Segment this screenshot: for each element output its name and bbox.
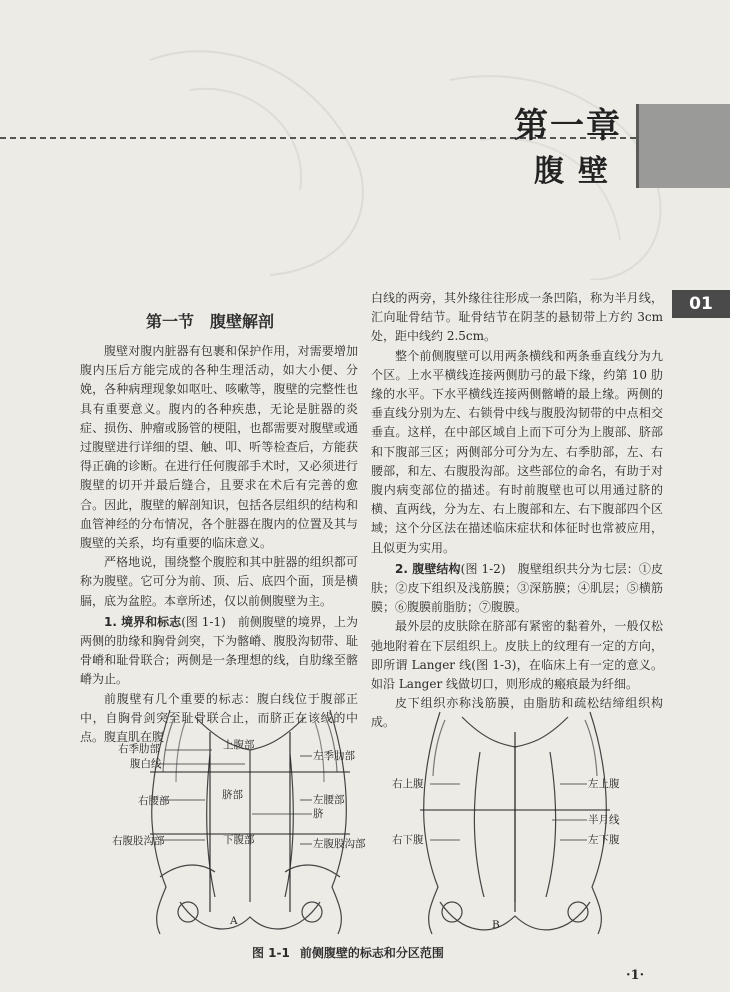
heading-structure: 2. 腹壁结构 — [395, 561, 461, 576]
paragraph: 最外层的皮肤除在脐部有紧密的黏着外，一般仅松弛地附着在下层组织上。皮肤上的纹理有一定的方向，即所谓 Langer 线(图 1-3)，在临床上有一定的意义。如沿 Langer 线做切口，则形成的瘢痕最为纤细。 — [371, 619, 663, 692]
heading-boundaries: 1. 境界和标志 — [104, 614, 182, 629]
chapter-title: 腹壁 — [534, 154, 622, 189]
paragraph — [80, 613, 358, 690]
label-umbilicus: 脐 — [313, 808, 324, 820]
label-right-lumbar: 右腰部 — [138, 795, 170, 807]
label-linea-alba: 腹白线 — [130, 758, 162, 770]
label-left-hypochondrium: 左季肋部 — [313, 750, 355, 762]
chapter-side-block — [636, 104, 730, 188]
figure-b-label: B — [492, 919, 500, 931]
paragraph-body: (图 1-2) 腹壁组织共分为七层：①皮肤；②皮下组织及浅筋膜；③深筋膜；④肌层；⑤横筋膜；⑥腹膜前脂肪；⑦腹膜。 — [371, 561, 663, 615]
chapter-number: 第一章 — [514, 106, 622, 146]
label-umbilical-region: 脐部 — [222, 789, 243, 801]
paragraph: 皮下组织亦称浅筋膜，由脂肪和疏松结缔组织构成。 — [371, 696, 663, 730]
page-number: ·1· — [626, 968, 645, 983]
label-upper-abdomen: 上腹部 — [223, 739, 255, 751]
figure-b-leader-lines — [430, 784, 587, 840]
figure-caption-number: 图 1-1 — [252, 946, 290, 960]
label-right-hypochondrium: 右季肋部 — [118, 743, 160, 755]
left-column — [80, 342, 358, 747]
label-left-lower: 左下腹 — [588, 834, 620, 846]
paragraph: 腹壁对腹内脏器有包裹和保护作用，对需要增加腹内压后方能完成的各种生理活动，如大小便、分娩，各种病理现象如呕吐、咳嗽等，腹壁的完整性也具有重要意义。腹内的各种疾患，无论是脏器的炎症、损伤、肿瘤或肠管的梗阻，也都需要对腹壁或通过腹壁进行详细的望、触、叩、听等检查后，方能获得正确的诊断。在进行任何腹部手术时，又必须进行腹壁的切开并最后缝合，且要求在术后有完善的愈合。因此，腹壁的解剖知识，包括各层组织的结构和血管神经的分布情况，各个脏器在腹内的位置及其与腹壁的关系，均有重要的临床意义。 — [80, 344, 358, 551]
label-right-upper: 右上腹 — [392, 778, 424, 790]
right-column — [371, 289, 663, 733]
label-right-lower: 右下腹 — [392, 834, 424, 846]
paragraph — [371, 560, 663, 618]
paragraph: 前腹壁有几个重要的标志：腹白线位于腹部正中，自胸骨剑突至耻骨联合止，而脐正在该线的中点。腹直肌在腹 — [80, 691, 358, 745]
figure-a-label: A — [230, 915, 238, 927]
figure-caption-text: 前侧腹壁的标志和分区范围 — [299, 946, 444, 960]
paragraph: 整个前侧腹壁可以用两条横线和两条垂直线分为九个区。上水平横线连接两侧肋弓的最下缘，约第 10 肋缘的水平。下水平横线连接两侧髂嵴的最上缘。两侧的垂直线分别为左、右锁骨中线与腹股沟韧带的中点相交垂直。这样，在中部区域自上而下可分为上腹部、脐部和下腹部三区；两侧部分可分为左、右季肋部，左、右腰部，和左、右腹股沟部。这些部位的命名，有助于对腹内病变部位的描述。有时前腹壁也可以用通过脐的横、直两线，分为左、右上腹部和左、右下腹部四个区域；这个分区法在描述临床症状和体征时也常被应用，且似更为实用。 — [371, 348, 663, 555]
label-semilunar-line: 半月线 — [588, 814, 620, 826]
figure-b-region-lines — [420, 732, 610, 912]
paragraph-body: (图 1-1) 前侧腹壁的境界，上为两侧的肋缘和胸骨剑突，下为髂嵴、腹股沟韧带、耻骨嵴和耻骨联合；两侧是一条理想的线，自肋缘至髂嵴为止。 — [80, 614, 358, 687]
figure-a-labels — [112, 738, 366, 927]
label-lower-abdomen: 下腹部 — [223, 834, 255, 846]
figure-caption — [252, 944, 444, 961]
paragraph: 严格地说，围绕整个腹腔和其中脏器的组织都可称为腹壁。它可分为前、顶、后、底四个面，顶是横膈，底为盆腔。本章所述，仅以前侧腹壁为主。 — [80, 555, 358, 608]
label-left-lumbar: 左腰部 — [313, 794, 345, 806]
label-left-inguinal: 左腹股沟部 — [313, 838, 366, 850]
paragraph: 白线的两旁，其外缘往往形成一条凹陷，称为半月线，汇向耻骨结节。耻骨结节在阴茎的悬韧带上方约 3cm 处，距中线约 2.5cm。 — [371, 291, 663, 344]
chapter-tab: 01 — [672, 290, 730, 318]
figure-1-1 — [100, 702, 650, 942]
label-left-upper: 左上腹 — [588, 778, 620, 790]
section-title: 第一节 腹壁解剖 — [145, 312, 274, 331]
label-right-inguinal: 右腹股沟部 — [112, 835, 165, 847]
